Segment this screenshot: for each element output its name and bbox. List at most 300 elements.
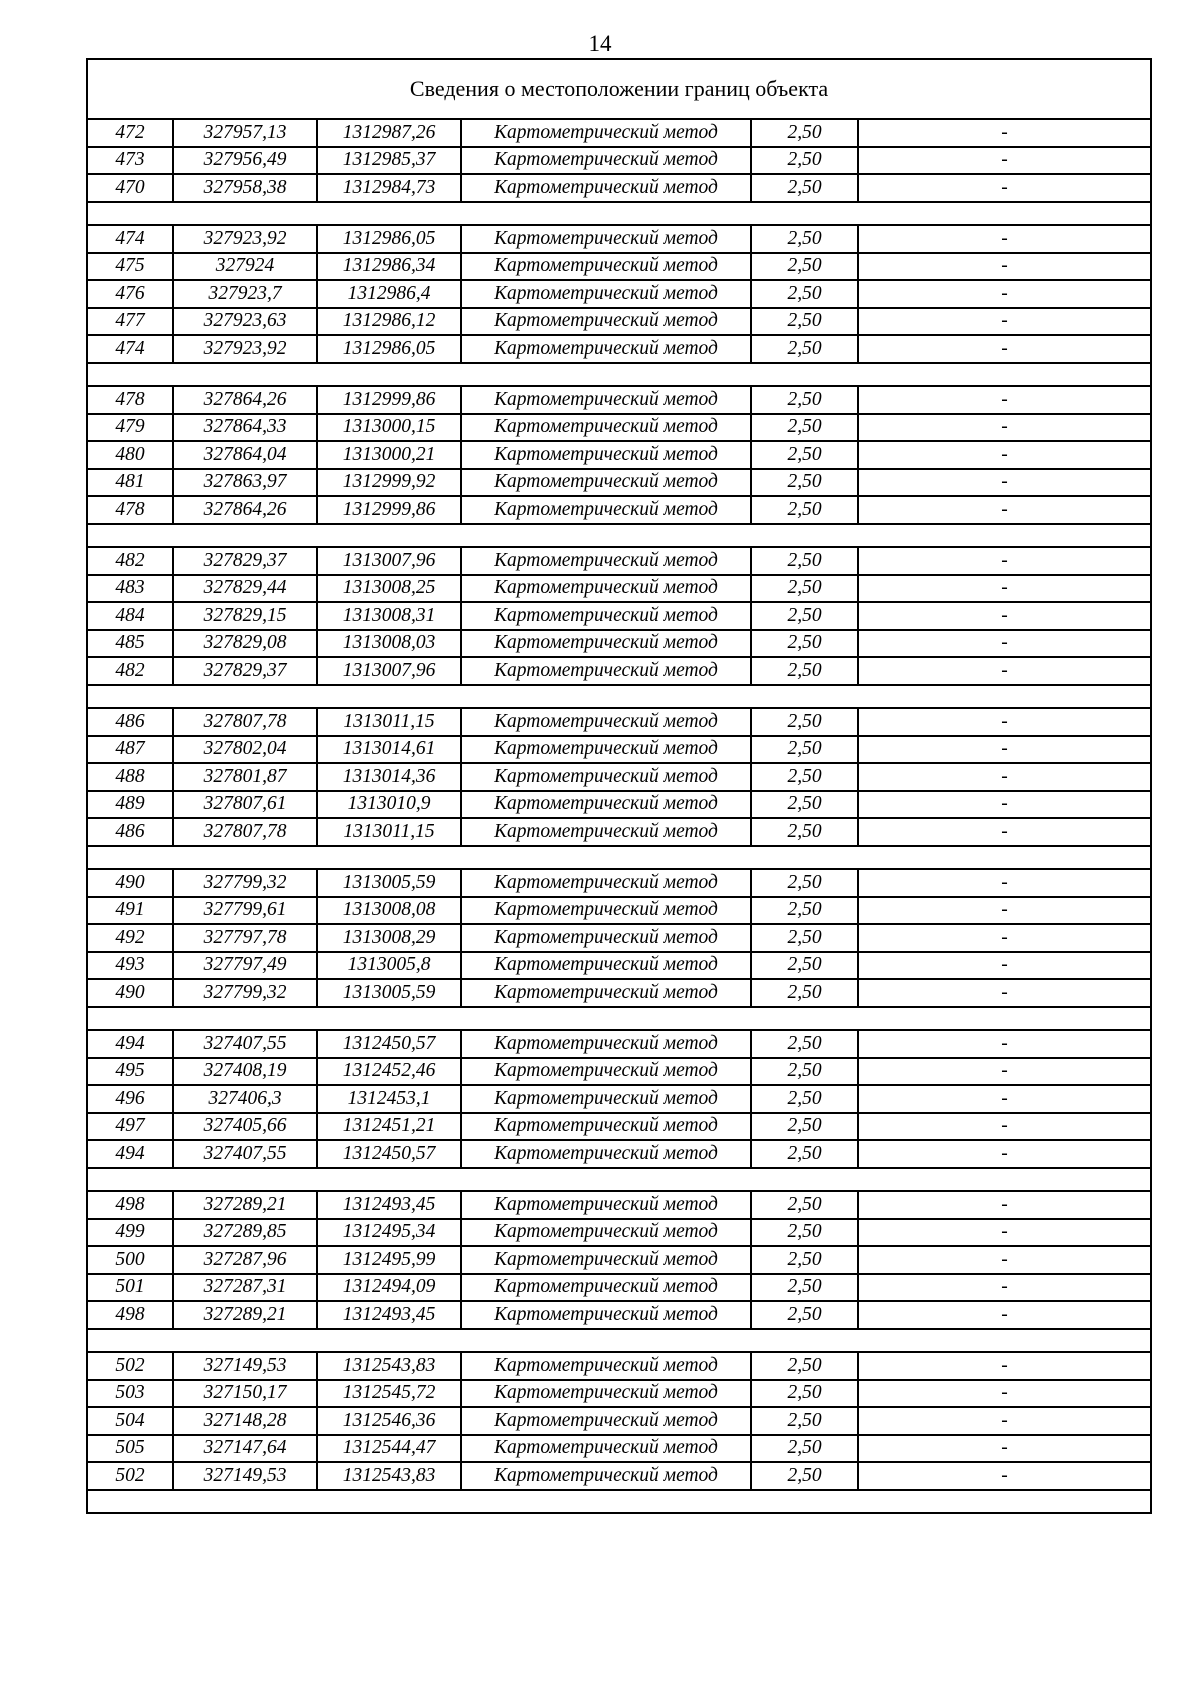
group-separator-row (87, 1168, 1151, 1192)
cell-point-number: 486 (87, 818, 173, 846)
cell-accuracy: 2,50 (751, 280, 858, 308)
table-row (87, 657, 1151, 685)
cell-coordinate-y: 1312986,05 (317, 335, 461, 363)
table-row (87, 280, 1151, 308)
cell-description: - (858, 1301, 1151, 1329)
cell-point-number: 496 (87, 1085, 173, 1113)
cell-accuracy: 2,50 (751, 1380, 858, 1408)
cell-accuracy: 2,50 (751, 575, 858, 603)
cell-description: - (858, 630, 1151, 658)
table-row (87, 496, 1151, 524)
cell-coordinate-y: 1313008,29 (317, 924, 461, 952)
cell-method: Картометрический метод (461, 979, 751, 1007)
cell-coordinate-x: 327289,21 (173, 1301, 317, 1329)
cell-coordinate-x: 327289,21 (173, 1191, 317, 1219)
cell-description: - (858, 869, 1151, 897)
cell-coordinate-x: 327923,7 (173, 280, 317, 308)
cell-method: Картометрический метод (461, 818, 751, 846)
cell-coordinate-x: 327807,61 (173, 791, 317, 819)
separator-cell (87, 363, 1151, 387)
cell-method: Картометрический метод (461, 897, 751, 925)
cell-coordinate-x: 327407,55 (173, 1140, 317, 1168)
cell-point-number: 472 (87, 119, 173, 147)
cell-point-number: 502 (87, 1352, 173, 1380)
cell-accuracy: 2,50 (751, 1462, 858, 1490)
table-row (87, 1191, 1151, 1219)
group-separator-row (87, 685, 1151, 709)
table-row (87, 897, 1151, 925)
cell-coordinate-y: 1313007,96 (317, 547, 461, 575)
cell-coordinate-y: 1312546,36 (317, 1407, 461, 1435)
cell-accuracy: 2,50 (751, 1030, 858, 1058)
cell-method: Картометрический метод (461, 335, 751, 363)
cell-accuracy: 2,50 (751, 602, 858, 630)
cell-coordinate-y: 1312986,34 (317, 253, 461, 281)
cell-method: Картометрический метод (461, 225, 751, 253)
table-row (87, 386, 1151, 414)
cell-description: - (858, 225, 1151, 253)
cell-description: - (858, 979, 1151, 1007)
cell-coordinate-y: 1312493,45 (317, 1191, 461, 1219)
cell-point-number: 499 (87, 1219, 173, 1247)
cell-description: - (858, 763, 1151, 791)
cell-accuracy: 2,50 (751, 308, 858, 336)
separator-cell (87, 202, 1151, 226)
table-row (87, 1301, 1151, 1329)
table-row (87, 1030, 1151, 1058)
cell-coordinate-x: 327923,63 (173, 308, 317, 336)
cell-description: - (858, 897, 1151, 925)
cell-coordinate-y: 1312985,37 (317, 147, 461, 175)
cell-accuracy: 2,50 (751, 469, 858, 497)
cell-point-number: 473 (87, 147, 173, 175)
cell-accuracy: 2,50 (751, 1058, 858, 1086)
cell-method: Картометрический метод (461, 952, 751, 980)
cell-coordinate-x: 327957,13 (173, 119, 317, 147)
cell-method: Картометрический метод (461, 386, 751, 414)
cell-method: Картометрический метод (461, 869, 751, 897)
cell-accuracy: 2,50 (751, 818, 858, 846)
separator-cell (87, 685, 1151, 709)
table-row (87, 791, 1151, 819)
cell-method: Картометрический метод (461, 308, 751, 336)
cell-point-number: 491 (87, 897, 173, 925)
table-row (87, 1085, 1151, 1113)
cell-coordinate-y: 1313000,21 (317, 441, 461, 469)
cell-coordinate-y: 1312452,46 (317, 1058, 461, 1086)
cell-description: - (858, 1352, 1151, 1380)
cell-accuracy: 2,50 (751, 630, 858, 658)
cell-point-number: 482 (87, 657, 173, 685)
table-row (87, 818, 1151, 846)
cell-point-number: 494 (87, 1140, 173, 1168)
cell-method: Картометрический метод (461, 1462, 751, 1490)
table-row (87, 1113, 1151, 1141)
table-row (87, 1435, 1151, 1463)
cell-method: Картометрический метод (461, 119, 751, 147)
cell-coordinate-y: 1313014,36 (317, 763, 461, 791)
cell-point-number: 498 (87, 1301, 173, 1329)
cell-description: - (858, 386, 1151, 414)
cell-coordinate-x: 327802,04 (173, 736, 317, 764)
cell-description: - (858, 1246, 1151, 1274)
group-separator-row (87, 846, 1151, 870)
table-row (87, 174, 1151, 202)
cell-point-number: 483 (87, 575, 173, 603)
separator-cell (87, 1007, 1151, 1031)
cell-coordinate-x: 327797,49 (173, 952, 317, 980)
cell-description: - (858, 1462, 1151, 1490)
cell-method: Картометрический метод (461, 496, 751, 524)
cell-accuracy: 2,50 (751, 147, 858, 175)
cell-accuracy: 2,50 (751, 253, 858, 281)
cell-method: Картометрический метод (461, 147, 751, 175)
cell-point-number: 502 (87, 1462, 173, 1490)
cell-accuracy: 2,50 (751, 763, 858, 791)
cell-point-number: 480 (87, 441, 173, 469)
cell-description: - (858, 708, 1151, 736)
cell-point-number: 478 (87, 496, 173, 524)
cell-method: Картометрический метод (461, 547, 751, 575)
cell-method: Картометрический метод (461, 924, 751, 952)
cell-method: Картометрический метод (461, 469, 751, 497)
cell-coordinate-y: 1313008,08 (317, 897, 461, 925)
cell-accuracy: 2,50 (751, 386, 858, 414)
cell-point-number: 484 (87, 602, 173, 630)
cell-coordinate-x: 327289,85 (173, 1219, 317, 1247)
cell-method: Картометрический метод (461, 791, 751, 819)
cell-method: Картометрический метод (461, 708, 751, 736)
cell-coordinate-x: 327149,53 (173, 1462, 317, 1490)
group-separator-row (87, 1490, 1151, 1514)
cell-coordinate-y: 1313008,03 (317, 630, 461, 658)
cell-accuracy: 2,50 (751, 1352, 858, 1380)
table-row (87, 575, 1151, 603)
cell-coordinate-x: 327797,78 (173, 924, 317, 952)
cell-point-number: 476 (87, 280, 173, 308)
cell-accuracy: 2,50 (751, 1219, 858, 1247)
cell-method: Картометрический метод (461, 763, 751, 791)
cell-accuracy: 2,50 (751, 414, 858, 442)
cell-method: Картометрический метод (461, 174, 751, 202)
separator-cell (87, 1168, 1151, 1192)
cell-accuracy: 2,50 (751, 924, 858, 952)
cell-point-number: 479 (87, 414, 173, 442)
cell-coordinate-y: 1313008,31 (317, 602, 461, 630)
cell-accuracy: 2,50 (751, 1191, 858, 1219)
cell-coordinate-x: 327150,17 (173, 1380, 317, 1408)
cell-coordinate-x: 327148,28 (173, 1407, 317, 1435)
cell-method: Картометрический метод (461, 1274, 751, 1302)
cell-coordinate-x: 327923,92 (173, 335, 317, 363)
cell-coordinate-y: 1313014,61 (317, 736, 461, 764)
page-number: 14 (588, 31, 612, 56)
cell-accuracy: 2,50 (751, 1274, 858, 1302)
cell-description: - (858, 308, 1151, 336)
cell-coordinate-y: 1312987,26 (317, 119, 461, 147)
cell-accuracy: 2,50 (751, 225, 858, 253)
cell-description: - (858, 469, 1151, 497)
cell-coordinate-x: 327829,08 (173, 630, 317, 658)
cell-coordinate-x: 327958,38 (173, 174, 317, 202)
cell-coordinate-y: 1313005,59 (317, 979, 461, 1007)
cell-point-number: 481 (87, 469, 173, 497)
group-separator-row (87, 1329, 1151, 1353)
cell-coordinate-x: 327956,49 (173, 147, 317, 175)
cell-description: - (858, 1058, 1151, 1086)
cell-point-number: 504 (87, 1407, 173, 1435)
cell-coordinate-y: 1312495,34 (317, 1219, 461, 1247)
separator-cell (87, 1490, 1151, 1514)
cell-accuracy: 2,50 (751, 1246, 858, 1274)
table-row (87, 547, 1151, 575)
cell-coordinate-x: 327924 (173, 253, 317, 281)
table-row (87, 1058, 1151, 1086)
cell-method: Картометрический метод (461, 414, 751, 442)
cell-accuracy: 2,50 (751, 1140, 858, 1168)
table-row (87, 1219, 1151, 1247)
cell-coordinate-y: 1313000,15 (317, 414, 461, 442)
cell-accuracy: 2,50 (751, 335, 858, 363)
cell-method: Картометрический метод (461, 1380, 751, 1408)
cell-coordinate-x: 327863,97 (173, 469, 317, 497)
cell-method: Картометрический метод (461, 1030, 751, 1058)
cell-point-number: 475 (87, 253, 173, 281)
table-row (87, 308, 1151, 336)
group-separator-row (87, 1007, 1151, 1031)
group-separator-row (87, 202, 1151, 226)
cell-coordinate-x: 327799,61 (173, 897, 317, 925)
cell-coordinate-y: 1313011,15 (317, 708, 461, 736)
cell-coordinate-y: 1313007,96 (317, 657, 461, 685)
cell-method: Картометрический метод (461, 1435, 751, 1463)
cell-coordinate-x: 327864,26 (173, 496, 317, 524)
table-row (87, 979, 1151, 1007)
cell-description: - (858, 1219, 1151, 1247)
separator-cell (87, 846, 1151, 870)
cell-point-number: 501 (87, 1274, 173, 1302)
table-row (87, 708, 1151, 736)
cell-coordinate-x: 327799,32 (173, 869, 317, 897)
cell-coordinate-x: 327807,78 (173, 708, 317, 736)
cell-coordinate-x: 327864,04 (173, 441, 317, 469)
cell-coordinate-y: 1312543,83 (317, 1352, 461, 1380)
cell-description: - (858, 1380, 1151, 1408)
cell-method: Картометрический метод (461, 1191, 751, 1219)
table-row (87, 119, 1151, 147)
cell-accuracy: 2,50 (751, 1113, 858, 1141)
cell-description: - (858, 1274, 1151, 1302)
table-row (87, 1407, 1151, 1435)
group-separator-row (87, 363, 1151, 387)
cell-method: Картометрический метод (461, 602, 751, 630)
table-row (87, 441, 1151, 469)
cell-coordinate-x: 327287,31 (173, 1274, 317, 1302)
cell-point-number: 489 (87, 791, 173, 819)
group-separator-row (87, 524, 1151, 548)
cell-coordinate-x: 327829,37 (173, 547, 317, 575)
cell-coordinate-y: 1312451,21 (317, 1113, 461, 1141)
cell-coordinate-x: 327407,55 (173, 1030, 317, 1058)
cell-coordinate-y: 1312984,73 (317, 174, 461, 202)
cell-description: - (858, 335, 1151, 363)
cell-description: - (858, 414, 1151, 442)
table-row (87, 469, 1151, 497)
table-row (87, 736, 1151, 764)
cell-accuracy: 2,50 (751, 547, 858, 575)
table-row (87, 763, 1151, 791)
table-title: Сведения о местоположении границ объекта (87, 59, 1151, 119)
cell-coordinate-x: 327864,33 (173, 414, 317, 442)
cell-method: Картометрический метод (461, 1219, 751, 1247)
cell-point-number: 503 (87, 1380, 173, 1408)
cell-description: - (858, 818, 1151, 846)
cell-accuracy: 2,50 (751, 952, 858, 980)
cell-point-number: 485 (87, 630, 173, 658)
cell-description: - (858, 736, 1151, 764)
cell-description: - (858, 1191, 1151, 1219)
cell-method: Картометрический метод (461, 1113, 751, 1141)
cell-coordinate-y: 1313008,25 (317, 575, 461, 603)
cell-point-number: 500 (87, 1246, 173, 1274)
cell-description: - (858, 253, 1151, 281)
cell-description: - (858, 791, 1151, 819)
cell-method: Картометрический метод (461, 736, 751, 764)
cell-point-number: 490 (87, 869, 173, 897)
cell-coordinate-y: 1312986,4 (317, 280, 461, 308)
cell-coordinate-y: 1313011,15 (317, 818, 461, 846)
table-row (87, 414, 1151, 442)
cell-accuracy: 2,50 (751, 708, 858, 736)
cell-accuracy: 2,50 (751, 119, 858, 147)
cell-description: - (858, 1030, 1151, 1058)
cell-coordinate-x: 327406,3 (173, 1085, 317, 1113)
cell-coordinate-x: 327405,66 (173, 1113, 317, 1141)
cell-point-number: 493 (87, 952, 173, 980)
cell-coordinate-x: 327801,87 (173, 763, 317, 791)
cell-point-number: 490 (87, 979, 173, 1007)
cell-point-number: 477 (87, 308, 173, 336)
cell-description: - (858, 1435, 1151, 1463)
cell-description: - (858, 496, 1151, 524)
cell-coordinate-x: 327807,78 (173, 818, 317, 846)
table-row (87, 1462, 1151, 1490)
cell-point-number: 488 (87, 763, 173, 791)
cell-method: Картометрический метод (461, 575, 751, 603)
cell-method: Картометрический метод (461, 1301, 751, 1329)
cell-coordinate-y: 1312543,83 (317, 1462, 461, 1490)
table-row (87, 602, 1151, 630)
cell-description: - (858, 119, 1151, 147)
cell-accuracy: 2,50 (751, 979, 858, 1007)
cell-description: - (858, 952, 1151, 980)
cell-coordinate-y: 1312999,86 (317, 386, 461, 414)
table-row (87, 1274, 1151, 1302)
cell-method: Картометрический метод (461, 657, 751, 685)
table-row (87, 335, 1151, 363)
cell-coordinate-x: 327149,53 (173, 1352, 317, 1380)
cell-description: - (858, 147, 1151, 175)
separator-cell (87, 524, 1151, 548)
cell-description: - (858, 602, 1151, 630)
cell-coordinate-y: 1312544,47 (317, 1435, 461, 1463)
cell-accuracy: 2,50 (751, 1085, 858, 1113)
cell-method: Картометрический метод (461, 253, 751, 281)
cell-coordinate-y: 1313005,59 (317, 869, 461, 897)
cell-point-number: 482 (87, 547, 173, 575)
boundary-coordinates-table (86, 58, 1152, 1514)
cell-point-number: 495 (87, 1058, 173, 1086)
cell-accuracy: 2,50 (751, 441, 858, 469)
table-row (87, 253, 1151, 281)
cell-point-number: 487 (87, 736, 173, 764)
cell-coordinate-y: 1312493,45 (317, 1301, 461, 1329)
cell-point-number: 486 (87, 708, 173, 736)
table-row (87, 1140, 1151, 1168)
cell-coordinate-y: 1313005,8 (317, 952, 461, 980)
cell-coordinate-y: 1313010,9 (317, 791, 461, 819)
cell-coordinate-x: 327864,26 (173, 386, 317, 414)
cell-accuracy: 2,50 (751, 897, 858, 925)
cell-method: Картометрический метод (461, 630, 751, 658)
cell-description: - (858, 924, 1151, 952)
cell-coordinate-y: 1312453,1 (317, 1085, 461, 1113)
cell-method: Картометрический метод (461, 1058, 751, 1086)
table-row (87, 869, 1151, 897)
cell-coordinate-y: 1312986,12 (317, 308, 461, 336)
cell-method: Картометрический метод (461, 1140, 751, 1168)
table-row (87, 1380, 1151, 1408)
cell-accuracy: 2,50 (751, 1407, 858, 1435)
cell-coordinate-x: 327923,92 (173, 225, 317, 253)
table-row (87, 1352, 1151, 1380)
cell-accuracy: 2,50 (751, 736, 858, 764)
cell-point-number: 478 (87, 386, 173, 414)
cell-method: Картометрический метод (461, 441, 751, 469)
cell-description: - (858, 547, 1151, 575)
cell-method: Картометрический метод (461, 1085, 751, 1113)
cell-coordinate-x: 327829,44 (173, 575, 317, 603)
cell-method: Картометрический метод (461, 1407, 751, 1435)
cell-accuracy: 2,50 (751, 174, 858, 202)
table-row (87, 147, 1151, 175)
cell-coordinate-y: 1312450,57 (317, 1140, 461, 1168)
cell-coordinate-x: 327147,64 (173, 1435, 317, 1463)
cell-coordinate-y: 1312450,57 (317, 1030, 461, 1058)
cell-description: - (858, 280, 1151, 308)
cell-coordinate-x: 327287,96 (173, 1246, 317, 1274)
cell-coordinate-x: 327799,32 (173, 979, 317, 1007)
cell-point-number: 497 (87, 1113, 173, 1141)
cell-point-number: 492 (87, 924, 173, 952)
cell-coordinate-x: 327829,37 (173, 657, 317, 685)
table-row (87, 1246, 1151, 1274)
cell-description: - (858, 174, 1151, 202)
cell-accuracy: 2,50 (751, 791, 858, 819)
cell-point-number: 474 (87, 335, 173, 363)
table-row (87, 924, 1151, 952)
cell-coordinate-x: 327408,19 (173, 1058, 317, 1086)
cell-point-number: 470 (87, 174, 173, 202)
table-row (87, 952, 1151, 980)
cell-coordinate-x: 327829,15 (173, 602, 317, 630)
cell-point-number: 494 (87, 1030, 173, 1058)
cell-coordinate-y: 1312986,05 (317, 225, 461, 253)
cell-description: - (858, 1085, 1151, 1113)
cell-point-number: 498 (87, 1191, 173, 1219)
cell-accuracy: 2,50 (751, 1301, 858, 1329)
cell-description: - (858, 1113, 1151, 1141)
